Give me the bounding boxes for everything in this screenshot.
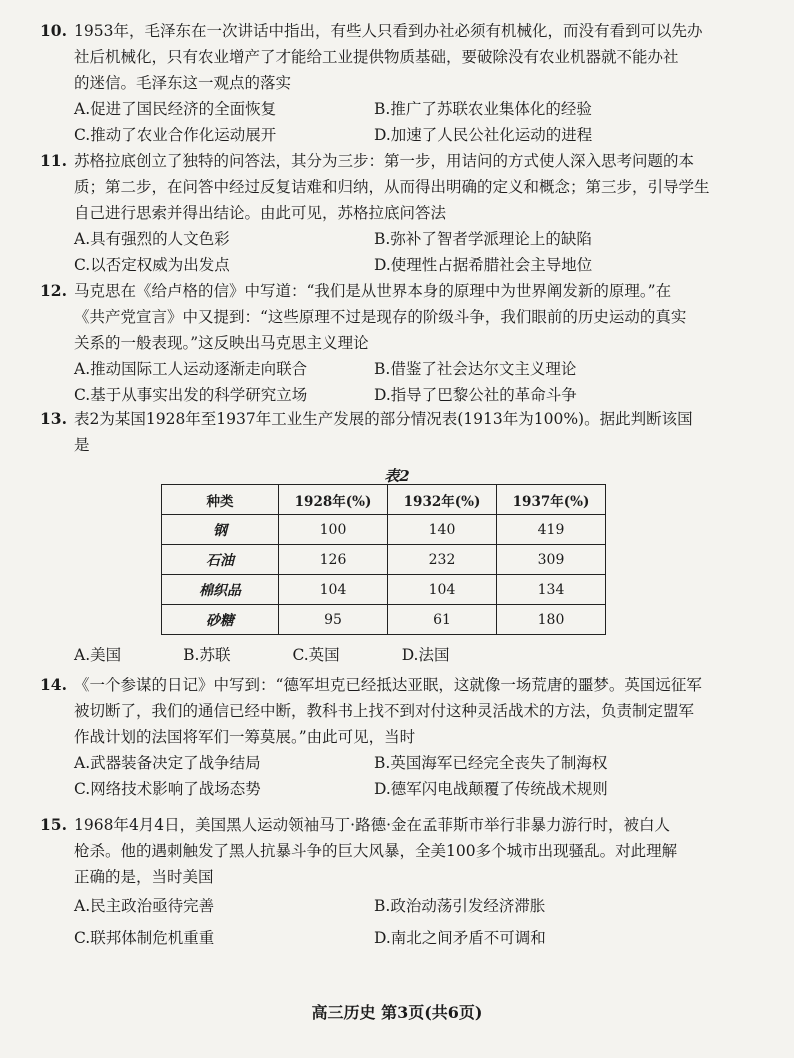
option-b[interactable]: B.弥补了智者学派理论上的缺陷 <box>374 230 592 248</box>
table-cell: 104 <box>388 575 497 605</box>
option-c[interactable]: C.联邦体制危机重重 <box>74 929 215 947</box>
option-a[interactable]: A.促进了国民经济的全面恢复 <box>74 100 277 118</box>
table-cell: 232 <box>388 545 497 575</box>
table-cell: 104 <box>279 575 388 605</box>
question-14 <box>40 672 740 802</box>
table-cell: 126 <box>279 545 388 575</box>
question-stem-line: 质；第二步，在问答中经过反复诘难和归纳，从而得出明确的定义和概念；第三步，引导学生 <box>74 178 710 196</box>
question-stem-line: 《共产党宣言》中又提到：“这些原理不过是现存的阶级斗争，我们眼前的历史运动的真实 <box>74 308 687 326</box>
table-cell-kind: 钢 <box>162 515 279 545</box>
industry-table <box>161 484 606 635</box>
question-stem-line: 马克思在《给卢格的信》中写道：“我们是从世界本身的原理中为世界阐发新的原理。”在 <box>74 282 672 300</box>
question-10 <box>40 18 740 148</box>
question-stem-line: 的迷信。毛泽东这一观点的落实 <box>74 74 292 92</box>
question-stem-line: 社后机械化，只有农业增产了才能给工业提供物质基础，要破除没有农业机器就不能办社 <box>74 48 679 66</box>
table-cell: 95 <box>279 605 388 635</box>
question-stem-line: 是 <box>74 436 90 454</box>
option-a[interactable]: A.美国 <box>74 646 122 664</box>
option-b[interactable]: B.苏联 <box>183 646 231 664</box>
page-footer: 高三历史 第3页(共6页) <box>311 1003 483 1022</box>
question-stem-line: 表2为某国1928年至1937年工业生产发展的部分情况表(1913年为100%)。据此判断该国 <box>74 410 693 428</box>
question-number: 12. <box>40 281 67 300</box>
option-c[interactable]: C.英国 <box>292 646 340 664</box>
option-a[interactable]: A.武器装备决定了战争结局 <box>74 754 261 772</box>
option-c[interactable]: C.以否定权威为出发点 <box>74 256 230 274</box>
question-number: 10. <box>40 21 67 40</box>
table-row <box>162 575 606 605</box>
table-header-cell: 1928年(%) <box>279 485 388 515</box>
option-c[interactable]: C.网络技术影响了战场态势 <box>74 780 261 798</box>
option-a[interactable]: A.民主政治亟待完善 <box>74 897 215 915</box>
table-row <box>162 515 606 545</box>
answer-options <box>40 642 740 668</box>
table-cell-kind: 棉织品 <box>162 575 279 605</box>
table-cell: 309 <box>497 545 606 575</box>
option-d[interactable]: D.南北之间矛盾不可调和 <box>374 929 546 947</box>
question-11 <box>40 148 740 278</box>
option-d[interactable]: D.加速了人民公社化运动的进程 <box>374 126 593 144</box>
option-c[interactable]: C.推动了农业合作化运动展开 <box>74 126 277 144</box>
table-row <box>162 605 606 635</box>
question-stem-line: 枪杀。他的遇刺触发了黑人抗暴斗争的巨大风暴，全美100多个城市出现骚乱。对此理解 <box>74 842 678 860</box>
answer-options <box>40 226 740 278</box>
table-cell-kind: 砂糖 <box>162 605 279 635</box>
answer-options <box>40 750 740 802</box>
table-cell: 180 <box>497 605 606 635</box>
table-cell-kind: 石油 <box>162 545 279 575</box>
table-cell: 100 <box>279 515 388 545</box>
option-b[interactable]: B.借鉴了社会达尔文主义理论 <box>374 360 577 378</box>
question-number: 14. <box>40 675 67 694</box>
table-cell: 419 <box>497 515 606 545</box>
option-b[interactable]: B.英国海军已经完全丧失了制海权 <box>374 754 608 772</box>
question-stem-line: 1968年4月4日，美国黑人运动领袖马丁·路德·金在孟菲斯市举行非暴力游行时，被白人 <box>74 816 671 834</box>
question-number: 11. <box>40 151 67 170</box>
table-title: 表2 <box>384 467 410 485</box>
question-number: 15. <box>40 815 67 834</box>
table-header-cell: 种类 <box>162 485 279 515</box>
question-13-options <box>40 642 740 668</box>
table-header-cell: 1937年(%) <box>497 485 606 515</box>
question-stem-line: 被切断了，我们的通信已经中断，教科书上找不到对付这种灵活战术的方法，负责制定盟军 <box>74 702 695 720</box>
option-b[interactable]: B.政治动荡引发经济滞胀 <box>374 897 546 915</box>
question-stem-line: 苏格拉底创立了独特的问答法，其分为三步：第一步，用诘问的方式使人深入思考问题的本 <box>74 152 695 170</box>
table-row <box>162 545 606 575</box>
answer-options <box>40 890 740 954</box>
table-header-row <box>162 485 606 515</box>
table-header-cell: 1932年(%) <box>388 485 497 515</box>
option-d[interactable]: D.法国 <box>401 646 450 664</box>
table-cell: 134 <box>497 575 606 605</box>
question-stem-line: 1953年，毛泽东在一次讲话中指出，有些人只看到办社必须有机械化，而没有看到可以先办 <box>74 22 703 40</box>
question-stem-line: 自己进行思索并得出结论。由此可见，苏格拉底问答法 <box>74 204 447 222</box>
answer-options <box>40 96 740 148</box>
question-stem-line: 作战计划的法国将军们一筹莫展。”由此可见，当时 <box>74 728 416 746</box>
option-b[interactable]: B.推广了苏联农业集体化的经验 <box>374 100 592 118</box>
question-stem-line: 正确的是，当时美国 <box>74 868 214 886</box>
option-a[interactable]: A.推动国际工人运动逐渐走向联合 <box>74 360 308 378</box>
question-15 <box>40 812 740 954</box>
question-13 <box>40 406 740 458</box>
table-cell: 140 <box>388 515 497 545</box>
question-12 <box>40 278 740 408</box>
option-d[interactable]: D.使理性占据希腊社会主导地位 <box>374 256 593 274</box>
question-stem-line: 《一个参谋的日记》中写到：“德军坦克已经抵达亚眠，这就像一场荒唐的噩梦。英国远征军 <box>74 676 702 694</box>
table-cell: 61 <box>388 605 497 635</box>
option-d[interactable]: D.德军闪电战颠覆了传统战术规则 <box>374 780 608 798</box>
option-c[interactable]: C.基于从事实出发的科学研究立场 <box>74 386 308 404</box>
answer-options <box>40 356 740 408</box>
option-a[interactable]: A.具有强烈的人文色彩 <box>74 230 230 248</box>
question-number: 13. <box>40 409 67 428</box>
option-d[interactable]: D.指导了巴黎公社的革命斗争 <box>374 386 577 404</box>
question-stem-line: 关系的一般表现。”这反映出马克思主义理论 <box>74 334 369 352</box>
